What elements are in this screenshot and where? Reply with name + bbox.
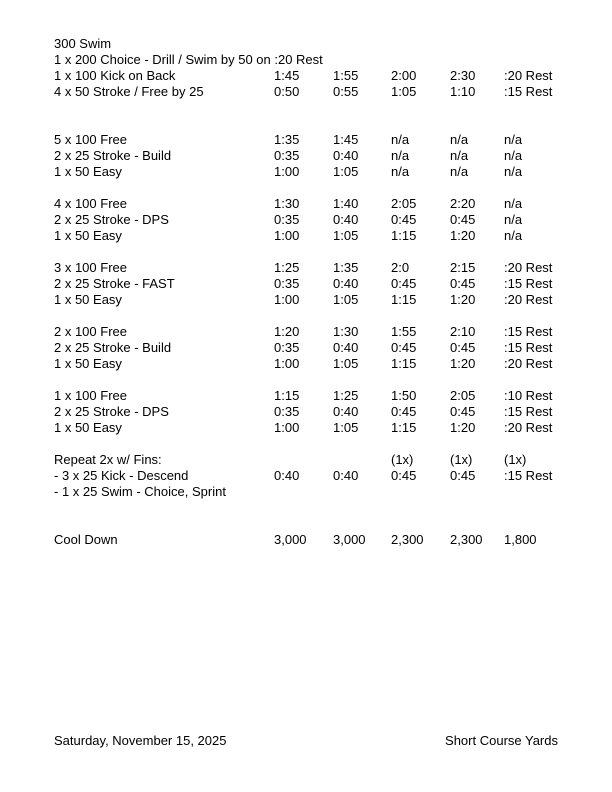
workout-row bbox=[0, 468, 612, 484]
set-description: 3 x 100 Free bbox=[54, 260, 127, 275]
set-description: 2 x 25 Stroke - FAST bbox=[54, 276, 175, 291]
workout-row bbox=[0, 340, 612, 356]
interval-cell: 1:15 bbox=[391, 292, 417, 307]
workout-row bbox=[0, 164, 612, 180]
interval-cell: 2,300 bbox=[391, 532, 424, 547]
set-description: Repeat 2x w/ Fins: bbox=[54, 452, 162, 467]
interval-cell: 1:20 bbox=[450, 228, 476, 243]
interval-cell: :15 Rest bbox=[504, 404, 553, 419]
set-description: 4 x 50 Stroke / Free by 25 bbox=[54, 84, 204, 99]
workout-row bbox=[0, 292, 612, 308]
interval-cell: :15 Rest bbox=[504, 324, 553, 339]
warmup-line: 1 x 200 Choice - Drill / Swim by 50 on :20 Rest bbox=[54, 52, 323, 67]
interval-cell: 0:45 bbox=[450, 340, 476, 355]
interval-cell: 0:40 bbox=[274, 468, 300, 483]
interval-cell: 0:45 bbox=[391, 468, 417, 483]
interval-cell: 1:00 bbox=[274, 228, 300, 243]
workout-row bbox=[0, 148, 612, 164]
interval-cell: 1:30 bbox=[333, 324, 359, 339]
interval-cell: n/a bbox=[450, 132, 469, 147]
interval-cell: 0:45 bbox=[450, 276, 476, 291]
workout-row bbox=[0, 324, 612, 340]
interval-cell: 1:00 bbox=[274, 292, 300, 307]
interval-cell: n/a bbox=[391, 164, 410, 179]
interval-cell: n/a bbox=[391, 132, 410, 147]
interval-cell: :20 Rest bbox=[504, 260, 553, 275]
interval-cell: (1x) bbox=[450, 452, 473, 467]
set-description: 1 x 50 Easy bbox=[54, 292, 122, 307]
interval-cell: 1,800 bbox=[504, 532, 537, 547]
set-description: 1 x 100 Free bbox=[54, 388, 127, 403]
set-description: Cool Down bbox=[54, 532, 118, 547]
interval-cell: (1x) bbox=[504, 452, 527, 467]
set-description: 2 x 25 Stroke - DPS bbox=[54, 212, 169, 227]
interval-cell: (1x) bbox=[391, 452, 414, 467]
interval-cell: 2:30 bbox=[450, 68, 476, 83]
interval-cell: 0:45 bbox=[450, 212, 476, 227]
interval-cell: 1:25 bbox=[333, 388, 359, 403]
interval-cell: 1:35 bbox=[274, 132, 300, 147]
interval-cell: 0:35 bbox=[274, 340, 300, 355]
interval-cell: 1:05 bbox=[333, 356, 359, 371]
workout-row bbox=[0, 276, 612, 292]
interval-cell: n/a bbox=[504, 196, 523, 211]
interval-cell: 1:05 bbox=[333, 420, 359, 435]
interval-cell: n/a bbox=[504, 148, 523, 163]
interval-cell: n/a bbox=[504, 132, 523, 147]
interval-cell: 2:20 bbox=[450, 196, 476, 211]
interval-cell: 0:35 bbox=[274, 212, 300, 227]
interval-cell: :10 Rest bbox=[504, 388, 553, 403]
interval-cell: :20 Rest bbox=[504, 292, 553, 307]
interval-cell: 1:15 bbox=[391, 228, 417, 243]
interval-cell: :20 Rest bbox=[504, 356, 553, 371]
workout-row bbox=[0, 452, 612, 468]
set-description: 4 x 100 Free bbox=[54, 196, 127, 211]
set-description: 2 x 25 Stroke - Build bbox=[54, 148, 172, 163]
workout-row bbox=[0, 356, 612, 372]
interval-cell: :15 Rest bbox=[504, 468, 553, 483]
interval-cell: 3,000 bbox=[274, 532, 307, 547]
interval-cell: 2:05 bbox=[391, 196, 417, 211]
workout-row bbox=[0, 420, 612, 436]
interval-cell: 1:00 bbox=[274, 164, 300, 179]
interval-cell: 1:15 bbox=[274, 388, 300, 403]
interval-cell: 1:30 bbox=[274, 196, 300, 211]
interval-cell: n/a bbox=[504, 228, 523, 243]
interval-cell: 1:55 bbox=[391, 324, 417, 339]
interval-cell: 2:05 bbox=[450, 388, 476, 403]
workout-row bbox=[0, 196, 612, 212]
interval-cell: 2:00 bbox=[391, 68, 417, 83]
interval-cell: 1:20 bbox=[274, 324, 300, 339]
workout-row bbox=[0, 68, 612, 84]
interval-cell: :20 Rest bbox=[504, 420, 553, 435]
interval-cell: 1:05 bbox=[333, 164, 359, 179]
set-description: 1 x 50 Easy bbox=[54, 420, 122, 435]
interval-cell: 1:25 bbox=[274, 260, 300, 275]
interval-cell: 0:45 bbox=[450, 468, 476, 483]
workout-row bbox=[0, 132, 612, 148]
interval-cell: :20 Rest bbox=[504, 68, 553, 83]
interval-cell: 1:45 bbox=[274, 68, 300, 83]
interval-cell: 0:45 bbox=[450, 404, 476, 419]
interval-cell: 1:20 bbox=[450, 420, 476, 435]
interval-cell: 1:15 bbox=[391, 420, 417, 435]
interval-cell: 1:00 bbox=[274, 356, 300, 371]
interval-cell: 0:35 bbox=[274, 276, 300, 291]
workout-row bbox=[0, 212, 612, 228]
set-description: - 1 x 25 Swim - Choice, Sprint bbox=[54, 484, 226, 499]
interval-cell: 1:00 bbox=[274, 420, 300, 435]
interval-cell: 1:35 bbox=[333, 260, 359, 275]
interval-cell: 0:35 bbox=[274, 404, 300, 419]
interval-cell: 1:20 bbox=[450, 356, 476, 371]
interval-cell: :15 Rest bbox=[504, 340, 553, 355]
interval-cell: 1:50 bbox=[391, 388, 417, 403]
interval-cell: 0:55 bbox=[333, 84, 359, 99]
set-description: 1 x 50 Easy bbox=[54, 356, 122, 371]
interval-cell: 2:15 bbox=[450, 260, 476, 275]
interval-cell: 1:05 bbox=[333, 228, 359, 243]
interval-cell: 3,000 bbox=[333, 532, 366, 547]
interval-cell: 0:45 bbox=[391, 276, 417, 291]
interval-cell: 1:05 bbox=[391, 84, 417, 99]
interval-cell: 1:05 bbox=[333, 292, 359, 307]
interval-cell: 2:10 bbox=[450, 324, 476, 339]
interval-cell: n/a bbox=[504, 164, 523, 179]
course-type: Short Course Yards bbox=[445, 733, 558, 748]
interval-cell: 0:35 bbox=[274, 148, 300, 163]
interval-cell: 0:40 bbox=[333, 148, 359, 163]
interval-cell: :15 Rest bbox=[504, 84, 553, 99]
interval-cell: 0:40 bbox=[333, 468, 359, 483]
interval-cell: 0:45 bbox=[391, 340, 417, 355]
interval-cell: n/a bbox=[391, 148, 410, 163]
interval-cell: 0:40 bbox=[333, 212, 359, 227]
interval-cell: 1:10 bbox=[450, 84, 476, 99]
workout-row bbox=[0, 404, 612, 420]
warmup-title: 300 Swim bbox=[54, 36, 112, 51]
interval-cell: 1:20 bbox=[450, 292, 476, 307]
interval-cell: 0:40 bbox=[333, 340, 359, 355]
workout-row bbox=[0, 228, 612, 244]
interval-cell: 2:0 bbox=[391, 260, 410, 275]
workout-row bbox=[0, 484, 612, 500]
interval-cell: 1:40 bbox=[333, 196, 359, 211]
interval-cell: 1:55 bbox=[333, 68, 359, 83]
interval-cell: n/a bbox=[450, 148, 469, 163]
set-description: 2 x 25 Stroke - Build bbox=[54, 340, 172, 355]
workout-row bbox=[0, 260, 612, 276]
set-description: 1 x 50 Easy bbox=[54, 164, 122, 179]
interval-cell: 0:40 bbox=[333, 276, 359, 291]
workout-row bbox=[0, 388, 612, 404]
interval-cell: 2,300 bbox=[450, 532, 483, 547]
set-description: 2 x 25 Stroke - DPS bbox=[54, 404, 169, 419]
interval-cell: 0:45 bbox=[391, 212, 417, 227]
interval-cell: 0:40 bbox=[333, 404, 359, 419]
interval-cell: n/a bbox=[450, 164, 469, 179]
interval-cell: n/a bbox=[504, 212, 523, 227]
interval-cell: 0:45 bbox=[391, 404, 417, 419]
workout-row bbox=[0, 532, 612, 548]
set-description: 2 x 100 Free bbox=[54, 324, 127, 339]
interval-cell: :15 Rest bbox=[504, 276, 553, 291]
interval-cell: 1:15 bbox=[391, 356, 417, 371]
workout-row bbox=[0, 84, 612, 100]
set-description: 5 x 100 Free bbox=[54, 132, 127, 147]
interval-cell: 0:50 bbox=[274, 84, 300, 99]
set-description: 1 x 50 Easy bbox=[54, 228, 122, 243]
set-description: 1 x 100 Kick on Back bbox=[54, 68, 176, 83]
set-description: - 3 x 25 Kick - Descend bbox=[54, 468, 189, 483]
workout-date: Saturday, November 15, 2025 bbox=[54, 733, 227, 748]
interval-cell: 1:45 bbox=[333, 132, 359, 147]
